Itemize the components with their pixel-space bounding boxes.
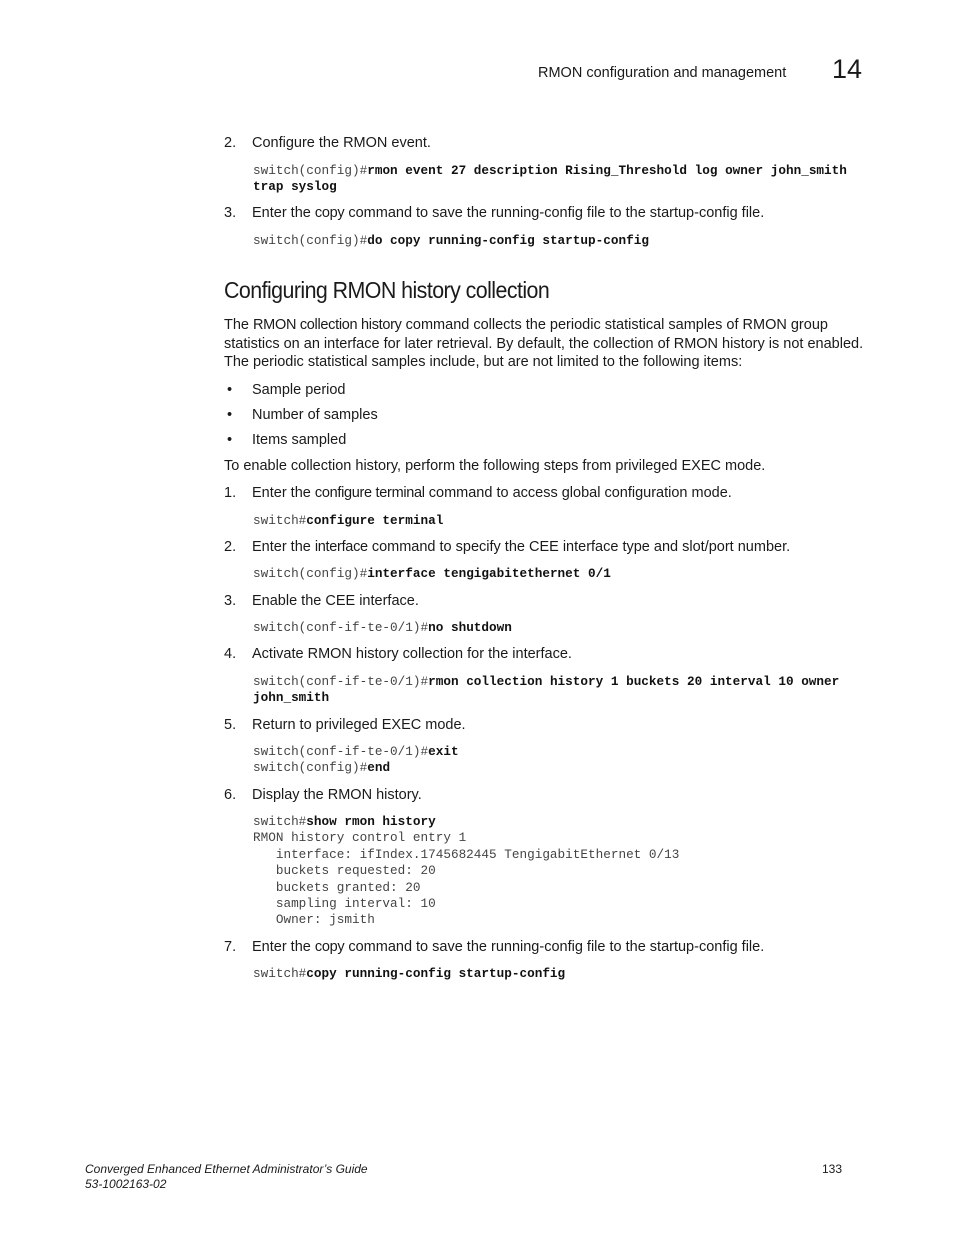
code-block <box>253 566 611 582</box>
code-block <box>253 674 839 707</box>
lead-paragraph: To enable collection history, perform the following steps from privileged EXEC mode. <box>224 458 766 474</box>
code-block <box>253 620 512 636</box>
step-text: Enable the CEE interface. <box>252 593 419 609</box>
code-prompt: switch# <box>253 513 307 528</box>
footer-doc-number: 53-1002163-02 <box>85 1177 167 1191</box>
code-rmon-event <box>253 163 847 196</box>
code-command: trap syslog <box>253 179 337 195</box>
command-name: copy <box>314 205 345 221</box>
bullet-icon: • <box>227 382 233 398</box>
code-prompt: switch(conf-if-te-0/1)# <box>253 620 429 635</box>
step-number: 6. <box>224 787 237 803</box>
step-number: 2. <box>224 135 237 151</box>
code-command: rmon event 27 description Rising_Threshold log owner john_smith <box>367 163 847 178</box>
code-prompt: switch(config)# <box>253 760 368 776</box>
code-command: interface tengigabitethernet 0/1 <box>367 566 611 581</box>
step-number: 7. <box>224 939 237 955</box>
step-text: Return to privileged EXEC mode. <box>252 717 466 733</box>
bullet-icon: • <box>227 432 233 448</box>
running-header: RMON configuration and management <box>538 65 787 81</box>
code-prompt: switch(config)# <box>253 163 368 178</box>
page-number: 133 <box>822 1162 843 1176</box>
code-prompt: switch(config)# <box>253 566 368 581</box>
command-name: interface <box>314 539 368 555</box>
code-block-output <box>253 814 679 929</box>
code-prompt: switch# <box>253 966 307 981</box>
code-prompt: switch(conf-if-te-0/1)# <box>253 744 429 759</box>
step-text: Activate RMON history collection for the interface. <box>252 646 572 662</box>
step-text: Enter the configure terminal command to access global configuration mode. <box>252 485 732 501</box>
command-name: copy <box>314 939 345 955</box>
chapter-number: 14 <box>832 54 863 84</box>
section-heading: Configuring RMON history collection <box>224 277 550 303</box>
code-command: exit <box>428 744 459 759</box>
footer-title: Converged Enhanced Ethernet Administrator’s Guide <box>85 1162 368 1176</box>
code-command: no shutdown <box>428 620 512 635</box>
code-command: rmon collection history 1 buckets 20 interval 10 owner <box>428 674 840 689</box>
code-block <box>253 513 443 529</box>
bullet-icon: • <box>227 407 233 423</box>
code-command: configure terminal <box>306 513 444 528</box>
output-line: buckets granted: 20 <box>253 879 421 895</box>
step-text: Enter the copy command to save the running-config file to the startup-config file. <box>252 205 765 221</box>
code-command: john_smith <box>253 690 330 706</box>
output-line: buckets requested: 20 <box>253 863 436 879</box>
output-line: Owner: jsmith <box>253 912 375 928</box>
output-line: sampling interval: 10 <box>253 896 436 912</box>
code-block <box>253 744 459 777</box>
code-do-copy <box>253 233 649 249</box>
intro-paragraph: The RMON collection history command collects the periodic statistical samples of RMON group statistics on an interface for later retrieval. By default, the collection of RMON history is not enabled. The periodic statistical samples include, but are not limited to the following items: <box>224 317 864 370</box>
code-command: show rmon history <box>306 814 436 829</box>
step-number: 1. <box>224 485 237 501</box>
step-number: 3. <box>224 205 237 221</box>
code-command: copy running-config startup-config <box>306 966 566 981</box>
step-number: 4. <box>224 646 237 662</box>
code-prompt: switch# <box>253 814 307 829</box>
code-command: end <box>367 760 391 776</box>
step-number: 5. <box>224 717 237 733</box>
step-text: Enter the interface command to specify the CEE interface type and slot/port number. <box>252 539 791 555</box>
step-number: 2. <box>224 539 237 555</box>
code-prompt: switch(conf-if-te-0/1)# <box>253 674 429 689</box>
command-name: configure terminal <box>314 485 425 501</box>
code-command: do copy running-config startup-config <box>367 233 649 248</box>
command-name: RMON collection history <box>253 317 402 333</box>
code-prompt: switch(config)# <box>253 233 368 248</box>
step-text: Configure the RMON event. <box>252 135 431 151</box>
code-block <box>253 966 565 982</box>
step-text: Display the RMON history. <box>252 787 422 803</box>
step-text: Enter the copy command to save the running-config file to the startup-config file. <box>252 939 765 955</box>
output-line: RMON history control entry 1 <box>253 830 467 846</box>
output-line: interface: ifIndex.1745682445 TengigabitEthernet 0/13 <box>253 846 680 862</box>
step-number: 3. <box>224 593 237 609</box>
